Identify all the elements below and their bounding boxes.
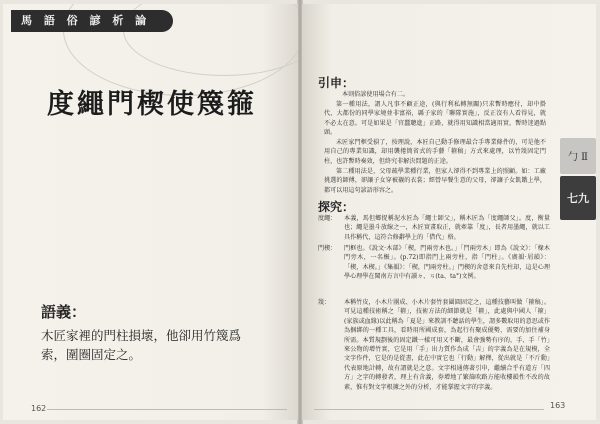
explore-text: 本稱竹皮，小木片團成、小木片套竹套圍圓固定之，這種技藝叫做「箍稿」。可見這種技術稱之「箍」，技術方法的細節就是「箍」，此處與中國人「箍」(家族或血緣)以此稱為「夏是」來教訓不聽話的學生，謂多數取用的意思或作為捆綁的一種工具，看時用所國成套，為起行有聚成優勢，需要的加住補身所需。本質規劃後的固定鐵一樣可用又不斷，最會強勢有序的，手、手「竹」來公物的增竹實，它是用「手」出力質作為成「吉」的字義為是在規模，全文字作件，它是的是從書，此在中實它也「行動」解擇，從出就是「不斤動」代表原地計轉，故有謂就是之意。文字相通傳著引申，繼續合乎有道方「四方」之字的轉發者，理上有含義，券增地了繁篩吹路方能收樓韻性不改的故素，惟有對文字根據之外的分析，才能掌握文字的字義。 <box>344 299 550 391</box>
chapter-tab-label: 勹 Ⅱ <box>568 152 588 163</box>
intro-paragraph: 第一種用法，謂人凡事不顧正途，(與行利私轉無關)只求暫時應付，却中掛代，大都份的同學家境並非富裕，縣子家的「聯隊實施」，反正沒有人看得見，就不必太在意。可是如果是「官蠶聰進」正路，就得用知識相當適用實，暫時迷過點頭。 <box>324 101 546 137</box>
intro-paragraph: 第二種用法是，父母疏學業種行業，但家人卻得不到專業上的照顧。如：工廠挑選的師傅，卻讓子女穿被襯的衣裳；經營早餐生意的父母，卻讓子女飢餓上學，都可以用這句諺語形容之。 <box>324 168 546 194</box>
chapter-tab-active <box>560 176 596 220</box>
proverb-title: 度繩門楔使篾箍 <box>47 89 257 120</box>
intro-paragraph: 本則俗諺使用場合有二。 <box>342 91 410 98</box>
explore-text: 本義，馬但鄉捉稱泥水匠為「繩士師父」，稱木匠為「度繩師父」。度，衡量也；繩是墨斗放線之一，木匠實畫取正，就牽靠「度」，長者用墨繩，就以工具作稱代，這符合修辭學上的「借代」格。 <box>344 215 550 241</box>
meaning-heading: 語義： <box>41 303 87 321</box>
series-header-bar <box>11 10 173 32</box>
explore-label: 篾： <box>318 299 331 306</box>
page-number-right: 163 <box>550 401 566 410</box>
footer-rule <box>47 409 287 410</box>
footer-rule <box>314 409 544 410</box>
meaning-text: 木匠家裡的門柱損壞，他卻用竹篾爲索，圍圈固定之。 <box>41 328 242 362</box>
right-page <box>302 4 596 420</box>
chapter-tab <box>560 138 596 174</box>
intro-heading: 引申： <box>318 76 355 90</box>
series-title: 馬 語 俗 諺 析 論 <box>21 14 151 27</box>
left-page <box>3 4 298 420</box>
intro-paragraph: 未匠家門框受損了，按理說，本匠自己動手修理最合手專業條件的，可是他不用自己的專業知識，却用襲捲簡省式的手藝「箍稿」方式來處理，以竹篾固定門柱，也許暫時奏效，但終究非解決問題的正途。 <box>324 139 546 165</box>
page-number-left: 162 <box>31 404 47 413</box>
explore-label: 度繩： <box>318 215 337 222</box>
explore-heading: 探究： <box>318 200 355 214</box>
chapter-tab-label: 七九 <box>567 192 589 205</box>
explore-text: 門框也。《說文·木部》「楔，門兩旁木也。」「門兩旁木」即為《說文》：「椽木門旁木，一名桭」。(p.72)即指門上兩旁柱，指「門柱」。《廣韻·屑韻》：「楔，木楔。」《集韻》：「楔，門兩旁柱。」門楔的舍意來自先柱却，這是心理學心理學在閩南方言中有讀ㄉ、ㄢ(ta、ta°)文例。 <box>344 245 550 281</box>
explore-label: 門楔： <box>318 245 337 252</box>
